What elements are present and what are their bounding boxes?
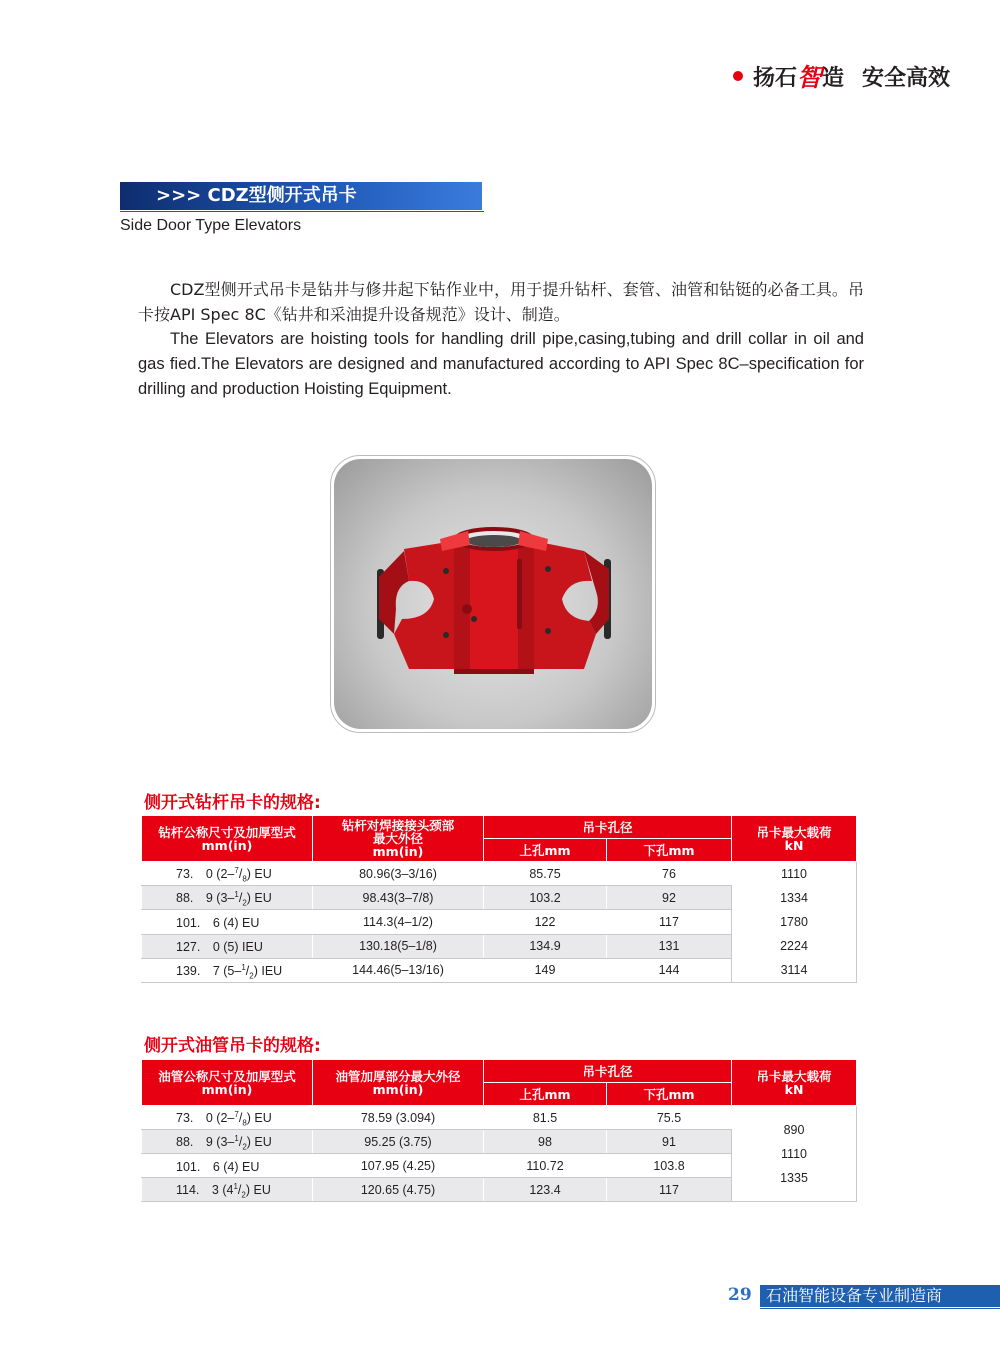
header-upper-bore: 上孔mm bbox=[484, 1083, 607, 1106]
cell-od: 78.59 (3.094) bbox=[313, 1106, 484, 1130]
max-load-value: 890 bbox=[783, 1123, 805, 1137]
max-load-value: 3114 bbox=[780, 963, 808, 977]
cell-lower-bore: 117 bbox=[607, 1178, 732, 1202]
max-load-value: 1110 bbox=[781, 1147, 807, 1161]
drill-pipe-spec-table bbox=[141, 815, 857, 983]
footer-tagline: 石油智能设备专业制造商 bbox=[760, 1285, 1000, 1307]
cell-size: 114. 3 $(4^1/_2)$ EU bbox=[142, 1178, 313, 1202]
product-photo bbox=[330, 455, 656, 733]
cell-od: 114.3(4–1/2) bbox=[313, 910, 484, 934]
cell-size: 88. 9 $(3-^1/_2)$ EU bbox=[142, 886, 313, 910]
slogan-part-b: 造 bbox=[821, 65, 844, 91]
cell-lower-bore: 76 bbox=[607, 862, 732, 886]
cell-size: 101. 6 (4) EU bbox=[142, 910, 313, 934]
header-upset-od: 油管加厚部分最大外径 mm(in) bbox=[313, 1060, 484, 1106]
cell-od: 95.25 (3.75) bbox=[313, 1130, 484, 1154]
header-lower-bore: 下孔mm bbox=[607, 839, 732, 862]
header-max-load: 吊卡最大载荷 kN bbox=[732, 816, 857, 862]
bullet-dot-icon bbox=[733, 71, 743, 81]
table-row bbox=[142, 1106, 857, 1130]
page-number: 29 bbox=[728, 1285, 752, 1305]
header-max-load: 吊卡最大载荷 kN bbox=[732, 1060, 857, 1106]
cell-upper-bore: 134.9 bbox=[484, 934, 607, 958]
header-lower-bore: 下孔mm bbox=[607, 1083, 732, 1106]
product-photo-background bbox=[334, 459, 652, 729]
cell-lower-bore: 131 bbox=[607, 934, 732, 958]
header-joint-od: 钻杆对焊接接头颈部 最大外径 mm(in) bbox=[313, 816, 484, 862]
table1-title: 侧开式钻杆吊卡的规格: bbox=[144, 793, 321, 813]
max-load-value: 1110 bbox=[781, 867, 807, 881]
cell-upper-bore: 85.75 bbox=[484, 862, 607, 886]
cell-size: 73. 0 $(2-^7/_8)$ EU bbox=[142, 1106, 313, 1130]
cell-upper-bore: 123.4 bbox=[484, 1178, 607, 1202]
cell-od: 144.46(5–13/16) bbox=[313, 958, 484, 982]
cell-od: 120.65 (4.75) bbox=[313, 1178, 484, 1202]
cell-max-load bbox=[732, 1106, 857, 1202]
cell-size: 127. 0 (5) IEU bbox=[142, 934, 313, 958]
header-upper-bore: 上孔mm bbox=[484, 839, 607, 862]
cell-lower-bore: 75.5 bbox=[607, 1106, 732, 1130]
cell-upper-bore: 98 bbox=[484, 1130, 607, 1154]
cell-od: 80.96(3–3/16) bbox=[313, 862, 484, 886]
section-title: >>> CDZ型侧开式吊卡 bbox=[120, 182, 482, 210]
cell-lower-bore: 92 bbox=[607, 886, 732, 910]
cell-lower-bore: 91 bbox=[607, 1130, 732, 1154]
slogan-part-c: 安全高效 bbox=[861, 65, 950, 91]
slogan-zhi: 智 bbox=[796, 63, 822, 92]
cell-upper-bore: 149 bbox=[484, 958, 607, 982]
slogan-part-a: 扬石 bbox=[752, 65, 797, 91]
cell-upper-bore: 110.72 bbox=[484, 1154, 607, 1178]
cell-od: 130.18(5–1/8) bbox=[313, 934, 484, 958]
cell-upper-bore: 81.5 bbox=[484, 1106, 607, 1130]
footer-rule bbox=[760, 1308, 1000, 1309]
header-bore: 吊卡孔径 bbox=[484, 816, 732, 839]
cell-upper-bore: 103.2 bbox=[484, 886, 607, 910]
cell-size: 139. 7 $(5-^1/_2)$ IEU bbox=[142, 958, 313, 982]
max-load-value: 1780 bbox=[780, 915, 808, 929]
max-load-value: 2224 bbox=[780, 939, 808, 953]
header-tubing-size: 油管公称尺寸及加厚型式 mm(in) bbox=[142, 1060, 313, 1106]
cell-size: 88. 9 $(3-^1/_2)$ EU bbox=[142, 1130, 313, 1154]
title-underline bbox=[120, 211, 484, 212]
section-subtitle-en: Side Door Type Elevators bbox=[120, 217, 302, 234]
tubing-spec-table bbox=[141, 1059, 857, 1202]
cell-lower-bore: 144 bbox=[607, 958, 732, 982]
cell-size: 101. 6 (4) EU bbox=[142, 1154, 313, 1178]
elevator-illustration bbox=[334, 459, 652, 729]
cell-lower-bore: 117 bbox=[607, 910, 732, 934]
cell-od: 107.95 (4.25) bbox=[313, 1154, 484, 1178]
header-pipe-size: 钻杆公称尺寸及加厚型式 mm(in) bbox=[142, 816, 313, 862]
table2-title: 侧开式油管吊卡的规格: bbox=[144, 1036, 321, 1056]
intro-zh: CDZ型侧开式吊卡是钻井与修井起下钻作业中，用于提升钻杆、套管、油管和钻铤的必备工具。吊卡按API Spec 8C《钻井和采油提升设备规范》设计、制造。 bbox=[138, 280, 864, 324]
cell-lower-bore: 103.8 bbox=[607, 1154, 732, 1178]
cell-upper-bore: 122 bbox=[484, 910, 607, 934]
max-load-value: 1335 bbox=[780, 1171, 808, 1185]
header-bore: 吊卡孔径 bbox=[484, 1060, 732, 1083]
cell-od: 98.43(3–7/8) bbox=[313, 886, 484, 910]
intro-text bbox=[138, 277, 864, 402]
intro-en: The Elevators are hoisting tools for handling drill pipe,casing,tubing and drill collar in oil and gas fied.The Elevators are designed and manufactured according to API Spec 8C–specification for drilling and production Hoisting Equipment. bbox=[138, 330, 864, 398]
max-load-value: 1334 bbox=[780, 891, 808, 905]
cell-max-load bbox=[732, 862, 857, 983]
cell-size: 73. 0 $(2-^7/_8)$ EU bbox=[142, 862, 313, 886]
table-row bbox=[142, 862, 857, 886]
header-slogan bbox=[733, 58, 950, 94]
